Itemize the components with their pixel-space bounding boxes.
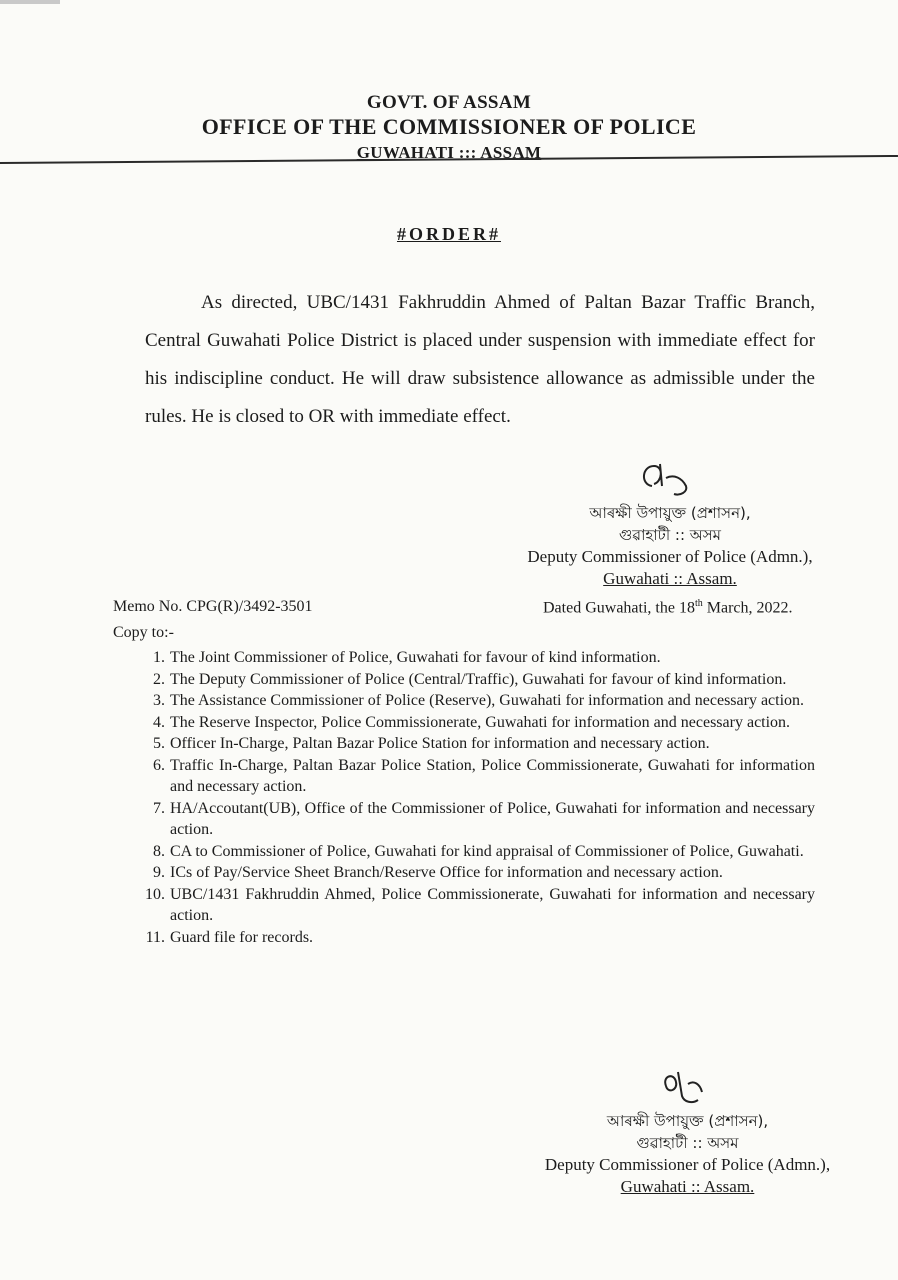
list-item: 5. Officer In-Charge, Paltan Bazar Police Station for information and necessary action. — [153, 735, 710, 752]
signature-1-designation: Deputy Commissioner of Police (Admn.), — [527, 547, 813, 566]
signature-block-1 — [500, 456, 840, 590]
list-item: 10. UBC/1431 Fakhruddin Ahmed, Police Commissionerate, Guwahati for information and necessary action. — [145, 885, 815, 924]
list-item: 4. The Reserve Inspector, Police Commissionerate, Guwahati for information and necessary action. — [153, 713, 791, 731]
signature-2-designation: Deputy Commissioner of Police (Admn.), — [544, 1155, 831, 1174]
list-item: 7. HA/Accoutant(UB), Office of the Commissioner of Police, Guwahati for information and necessary action. — [153, 799, 815, 838]
memo-date-suffix: March, 2022. — [702, 599, 793, 617]
list-item: 1. The Joint Commissioner of Police, Guwahati for favour of kind information. — [153, 649, 661, 666]
scan-edge-mark — [0, 0, 60, 4]
list-item: 8. CA to Commissioner of Police, Guwahati for kind appraisal of Commissioner of Police, Guwahati. — [153, 842, 804, 860]
signature-1-bengali-title: আৰক্ষী উপায়ুক্ত (প্ৰশাসন), — [589, 504, 751, 522]
list-item: 9. ICs of Pay/Service Sheet Branch/Reserve Office for information and necessary action. — [153, 864, 723, 881]
list-item: 11. Guard file for records. — [145, 928, 314, 946]
list-item: 3. The Assistance Commissioner of Police (Reserve), Guwahati for information and necessary action. — [153, 692, 805, 709]
header-location: GUWAHATI ::: ASSAM — [356, 143, 542, 162]
signature-1-place: Guwahati :: Assam. — [603, 569, 737, 588]
copy-to-label: Copy to:- — [113, 624, 174, 641]
memo-date-sup: th — [694, 598, 703, 609]
signature-2-bengali-place: গুৱাহাটী :: অসম — [636, 1134, 739, 1152]
signature-2-place: Guwahati :: Assam. — [620, 1177, 755, 1196]
order-body — [145, 284, 815, 436]
list-item: 6. Traffic In-Charge, Paltan Bazar Police Station, Police Commissionerate, Guwahati for information and necessary action. — [153, 756, 815, 795]
list-item: 2. The Deputy Commissioner of Police (Central/Traffic), Guwahati for favour of kind information. — [153, 670, 787, 688]
header-govt: GOVT. OF ASSAM — [366, 92, 532, 113]
signature-mark-2 — [515, 1064, 860, 1110]
signature-2-bengali-title: আৰক্ষী উপায়ুক্ত (প্ৰশাসন), — [606, 1112, 769, 1130]
signature-mark-1 — [500, 456, 840, 502]
order-body-text: As directed, UBC/1431 Fakhruddin Ahmed of Paltan Bazar Traffic Branch, Central Guwahati Police District is placed under suspension with immediate effect for his indiscipline conduct. He will draw subsistence allowance as admissible under the rules. He is closed to OR with immediate effect. — [145, 292, 815, 427]
order-title: #ORDER# — [396, 224, 501, 244]
memo-number: Memo No. CPG(R)/3492-3501 — [113, 598, 313, 615]
header-office: OFFICE OF THE COMMISSIONER OF POLICE — [201, 114, 697, 139]
memo-date-prefix: Dated Guwahati, the 18 — [543, 599, 695, 617]
memo-date — [543, 598, 793, 617]
signature-1-bengali-place: গুৱাহাটী :: অসম — [619, 526, 721, 544]
signature-block-2 — [515, 1064, 860, 1198]
copy-list — [135, 647, 815, 948]
